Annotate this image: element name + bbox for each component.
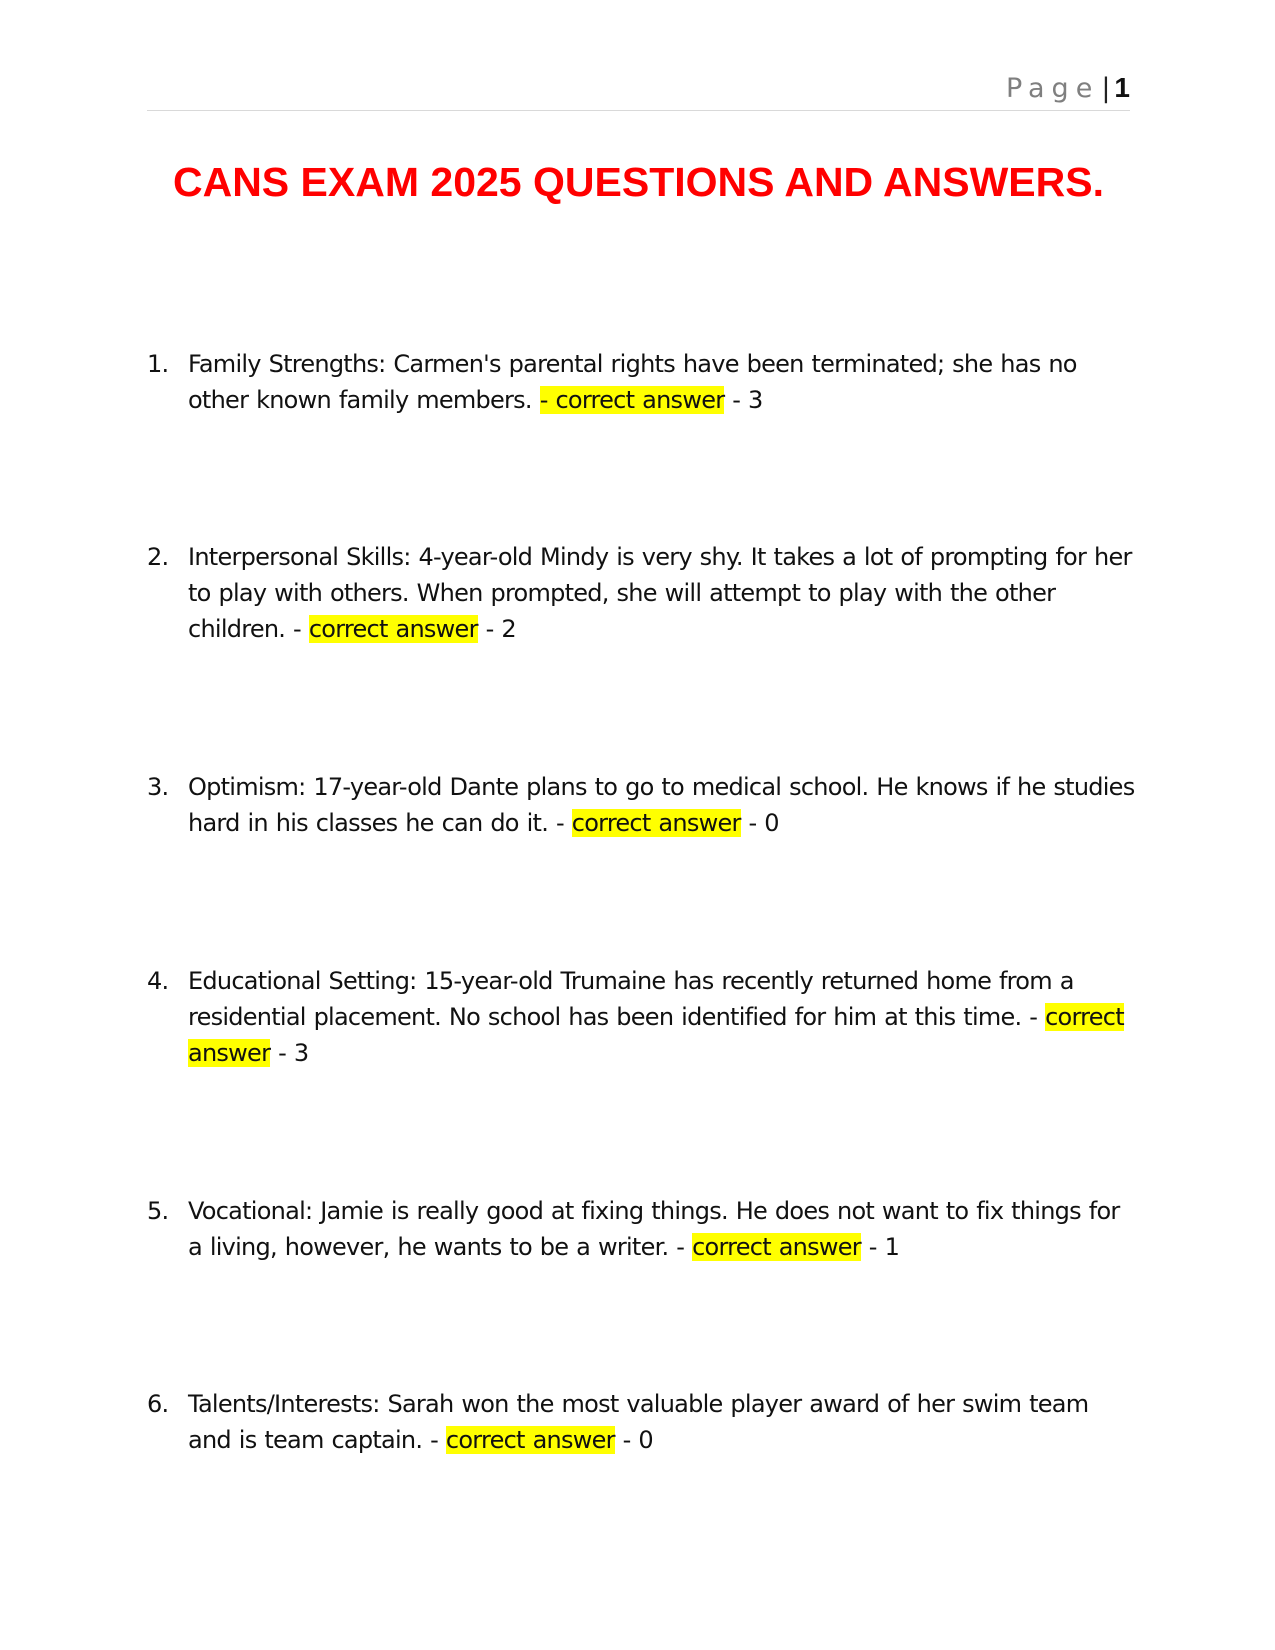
answer-value: - 3 [724,386,763,414]
question-number: 5. [147,1197,169,1225]
question-body [188,963,1137,1071]
correct-answer-highlight: correct answer [445,1426,615,1454]
answer-value: - 3 [270,1039,309,1067]
question-number: 4. [147,967,169,995]
question-item [147,1193,1137,1265]
correct-answer-highlight: correct answer [308,615,478,643]
question-number: 6. [147,1390,169,1418]
question-item [147,1386,1137,1458]
question-item [147,769,1137,841]
question-body [188,1386,1137,1458]
question-body [188,769,1137,841]
question-text: Interpersonal Skills: 4-year-old Mindy is very shy. It takes a lot of prompting for her to play with others. When prompted, she will attempt to play with the other children. - [188,543,1132,643]
question-number: 2. [147,543,169,571]
correct-answer-highlight: - correct answer [539,386,725,414]
correct-answer-highlight: correct answer [692,1233,861,1261]
answer-value: - 0 [614,1426,653,1454]
question-item [147,346,1137,418]
question-text: Family Strengths: Carmen's parental rights have been terminated; she has no other known family members. [188,350,1077,414]
page-number: 1 [1114,72,1130,103]
question-body [188,1193,1137,1265]
document-title: CANS EXAM 2025 QUESTIONS AND ANSWERS. [172,159,1104,205]
question-text: Vocational: Jamie is really good at fixing things. He does not want to fix things for a living, however, he wants to be a writer. - [188,1197,1120,1261]
question-body [188,346,1137,418]
page-header [147,72,1130,111]
correct-answer-highlight: correct answer [571,809,741,837]
question-text: Educational Setting: 15-year-old Trumaine has recently returned home from a residential placement. No school has been identified for him at this time. - [188,967,1074,1031]
correct-answer-highlight: correct answer [188,1003,1124,1067]
question-number: 1. [147,350,169,378]
page-label: Page [1005,73,1100,104]
answer-value: - 2 [477,615,516,643]
question-body [188,539,1137,647]
question-item [147,963,1137,1071]
question-text: Optimism: 17-year-old Dante plans to go to medical school. He knows if he studies hard in his classes he can do it. - [188,773,1135,837]
page-separator: | [1101,73,1111,104]
answer-value: - 1 [860,1233,900,1261]
question-text: Talents/Interests: Sarah won the most valuable player award of her swim team and is team captain. - [188,1390,1089,1454]
answer-value: - 0 [740,809,779,837]
question-item [147,539,1137,647]
question-number: 3. [147,773,169,801]
